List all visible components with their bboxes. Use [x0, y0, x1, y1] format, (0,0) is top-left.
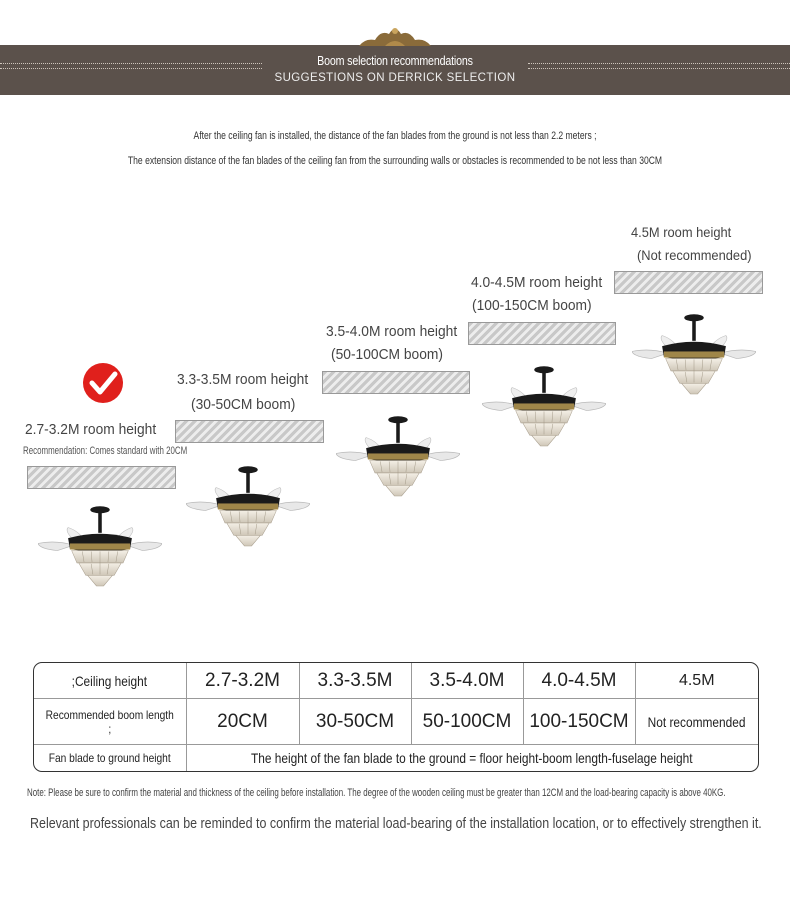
- level-1-recommendation: Recommendation: Comes standard with 20CM: [23, 445, 188, 457]
- level-4-fan: [482, 352, 606, 462]
- level-1-ceiling: [27, 466, 176, 489]
- check-icon: [80, 362, 126, 404]
- intro-line-2: The extension distance of the fan blades of the ceiling fan from the surrounding walls or obstacles is recommended to be not less than 30CM: [127, 155, 663, 167]
- header-banner: [0, 45, 790, 95]
- level-4-boom: (100-150CM boom): [472, 297, 592, 314]
- boom-spec-table: [33, 662, 759, 772]
- level-1-fan: [38, 492, 162, 602]
- table-cell: 3.5-4.0M: [411, 663, 523, 699]
- table-cell: 3.3-3.5M: [299, 663, 411, 699]
- table-row-ceiling-height: [34, 663, 758, 699]
- table-cell: 100-150CM: [523, 699, 635, 745]
- table-cell: 30-50CM: [299, 699, 411, 745]
- level-5-ceiling: [614, 271, 763, 294]
- level-3-title: 3.5-4.0M room height: [326, 323, 458, 340]
- page-title: Boom selection recommendations: [317, 53, 473, 68]
- level-5-note: (Not recommended): [637, 247, 752, 263]
- table-cell: 4.5M: [635, 663, 758, 699]
- page-subtitle: SUGGESTIONS ON DERRICK SELECTION: [274, 72, 516, 84]
- table-cell: Not recommended: [635, 699, 758, 745]
- level-3-boom: (50-100CM boom): [331, 346, 443, 363]
- table-cell: 4.0-4.5M: [523, 663, 635, 699]
- level-4-title: 4.0-4.5M room height: [471, 274, 603, 291]
- level-4-ceiling: [468, 322, 616, 345]
- level-5-title: 4.5M room height: [631, 224, 732, 240]
- banner-divider-right: [528, 68, 790, 69]
- ornament-icon: [355, 22, 435, 48]
- intro-line-1: After the ceiling fan is installed, the distance of the fan blades from the ground is not less than 2.2 meters ;: [193, 130, 597, 142]
- level-5-fan: [632, 300, 756, 410]
- table-formula: The height of the fan blade to the ground = floor height-boom length-fuselage height: [251, 750, 694, 767]
- level-2-fan: [186, 452, 310, 562]
- table-row-label: Recommended boom length ;: [34, 699, 186, 745]
- level-3-fan: [336, 402, 460, 512]
- level-2-boom: (30-50CM boom): [191, 396, 296, 413]
- table-row-boom-length: [34, 699, 758, 745]
- table-row-blade-height: [34, 745, 758, 771]
- level-2-title: 3.3-3.5M room height: [177, 371, 309, 388]
- table-row-label: ;Ceiling height: [34, 663, 186, 699]
- table-cell: 2.7-3.2M: [186, 663, 299, 699]
- level-2-ceiling: [175, 420, 324, 443]
- professional-reminder: Relevant professionals can be reminded to confirm the material load-bearing of the installation location, or to effectively strengthen it.: [30, 816, 762, 832]
- installation-note: Note: Please be sure to confirm the material and thickness of the ceiling before installation. The degree of the wooden ceiling must be greater than 12CM and the load-bearing capacity is above 40KG.: [27, 787, 726, 799]
- table-cell: 20CM: [186, 699, 299, 745]
- banner-divider-left: [0, 68, 262, 69]
- level-1-title: 2.7-3.2M room height: [25, 421, 157, 438]
- table-cell: 50-100CM: [411, 699, 523, 745]
- level-3-ceiling: [322, 371, 470, 394]
- table-row-label: Fan blade to ground height: [34, 745, 186, 771]
